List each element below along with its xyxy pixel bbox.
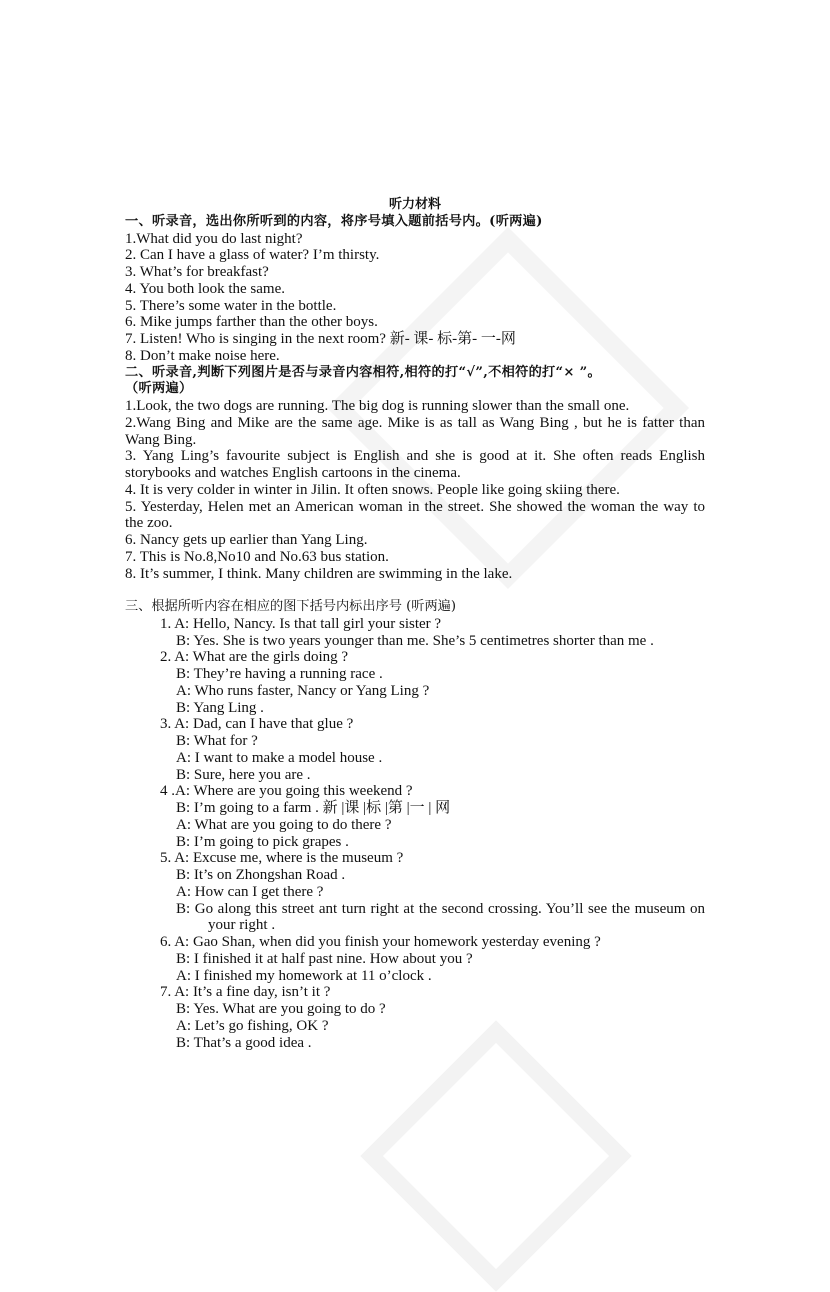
list-item: 8. It’s summer, I think. Many children are swimming in the lake. [125,565,513,582]
dialogue-number: 6. [160,934,175,950]
dialogue-line [125,934,705,951]
dialogue-line [125,867,705,884]
dialogue-text: A: What are the girls doing ? [174,649,349,666]
dialogue-line [125,1001,705,1018]
dialogue-text: B: That’s a good idea . [176,1034,312,1051]
dialogue-line [125,616,705,633]
dialogue-number: 1. [160,615,175,632]
dialogue-line [125,666,705,683]
dialogue-text: A: Let’s go fishing, OK ? [176,1017,329,1034]
dialogue-line [125,633,705,650]
dialogue-text: A: Excuse me, where is the museum ? [174,850,404,867]
dialogue-line [125,1035,705,1052]
dialogue-text: B: Go along this street ant turn right at the second crossing. You’ll see the museum on your right . [176,900,705,934]
dialogue-text: B: Sure, here you are . [176,766,311,783]
dialogue-number: 4 . [160,783,175,800]
dialogue-line [125,700,705,717]
dialogue-number: 5. [160,850,175,867]
list-item: 3. What’s for breakfast? [125,264,269,280]
dialogue-line [125,951,705,968]
list-item: 4. It is very colder in winter in Jilin. It often snows. People like going skiing there. [125,481,620,498]
list-item: 3. Yang Ling’s favourite subject is English and she is good at it. She often reads English storybooks and watches English cartoons in the cinema. [125,448,705,481]
list-item: 8. Don’t make noise here. [125,347,280,364]
list-item: 6. Mike jumps farther than the other boys. [125,314,378,331]
list-item: 5. Yesterday, Helen met an American woman in the street. She showed the woman the way to the zoo. [125,498,705,532]
dialogue-text: B: I’m going to a farm . 新 |课 |标 |第 |一 | 网 [176,800,451,816]
section1-items [125,231,705,365]
dialogue-number: 7. [160,984,175,1001]
dialogue-line [125,850,705,867]
dialogue-text: A: It’s a fine day, isn’t it ? [174,984,331,1001]
dialogue-text: B: I’m going to pick grapes . [176,833,349,850]
section2-note: （听两遍） [125,381,193,397]
dialogue-line [125,750,705,767]
dialogue [125,850,705,934]
dialogue-text: A: How can I get there ? [176,883,324,900]
dialogue-text: B: Yes. What are you going to do ? [176,1001,386,1017]
dialogue-line [125,901,705,935]
list-item: 5. There’s some water in the bottle. [125,297,337,314]
dialogue [125,716,705,783]
dialogue [125,649,705,716]
dialogue-number: 3. [160,716,175,733]
dialogue-text: A: I want to make a model house . [176,749,383,766]
section2-heading: 二、听录音,判断下列图片是否与录音内容相符,相符的打“√”,不相符的打“× ”。 [125,364,602,380]
dialogue-line [125,834,705,851]
dialogue-text: B: It’s on Zhongshan Road . [176,867,346,883]
dialogue-line [125,767,705,784]
section1-heading: 一、听录音，选出你所听到的内容，将序号填入题前括号内。(听两遍) [125,213,543,229]
dialogue-text: B: Yang Ling . [176,699,264,716]
list-item: 1.Look, the two dogs are running. The big dog is running slower than the small one. [125,398,630,414]
dialogue-text: B: I finished it at half past nine. How about you ? [176,950,473,967]
dialogue-text: A: Who runs faster, Nancy or Yang Ling ? [176,682,430,699]
dialogue [125,984,705,1051]
dialogue-line [125,783,705,800]
dialogue-text: A: What are you going to do there ? [176,816,392,833]
dialogue-text: A: Dad, can I have that glue ? [174,716,354,733]
list-item: 7. This is No.8,No10 and No.63 bus station. [125,548,389,565]
dialogue-line [125,733,705,750]
dialogue-line [125,649,705,666]
spacer [125,582,705,599]
dialogue-line [125,884,705,901]
list-item: 4. You both look the same. [125,280,286,297]
watermark [360,1020,632,1292]
list-item: 7. Listen! Who is singing in the next room? 新- 课- 标-第- 一-网 [125,331,516,347]
dialogue [125,616,705,650]
section3-dialogues [125,616,705,1052]
list-item: 6. Nancy gets up earlier than Yang Ling. [125,532,368,548]
dialogue-text: A: Gao Shan, when did you finish your homework yesterday evening ? [174,934,601,950]
dialogue-text: B: What for ? [176,733,258,749]
dialogue-number: 2. [160,649,175,666]
dialogue-text: A: Where are you going this weekend ? [175,783,413,800]
dialogue-line [125,800,705,817]
dialogue-line [125,716,705,733]
list-item: 2.Wang Bing and Mike are the same age. Mike is as tall as Wang Bing , but he is fatter than Wang Bing. [125,414,705,448]
section3-heading: 三、根据所听内容在相应的图下括号内标出序号 (听两遍) [125,599,456,614]
list-item: 2. Can I have a glass of water? I’m thirsty. [125,247,380,264]
dialogue [125,934,705,984]
dialogue [125,783,705,850]
dialogue-line [125,984,705,1001]
dialogue-text: B: Yes. She is two years younger than me. She’s 5 centimetres shorter than me . [176,632,654,649]
page-title: 听力材料 [388,197,441,212]
dialogue-text: B: They’re having a running race . [176,666,383,682]
dialogue-line [125,817,705,834]
section2-items [125,398,705,582]
dialogue-line [125,968,705,985]
document-page [125,197,705,1051]
dialogue-line [125,1018,705,1035]
dialogue-text: A: Hello, Nancy. Is that tall girl your sister ? [174,615,442,632]
dialogue-line [125,683,705,700]
dialogue-text: A: I finished my homework at 11 o’clock . [176,967,432,984]
list-item: 1.What did you do last night? [125,230,303,247]
